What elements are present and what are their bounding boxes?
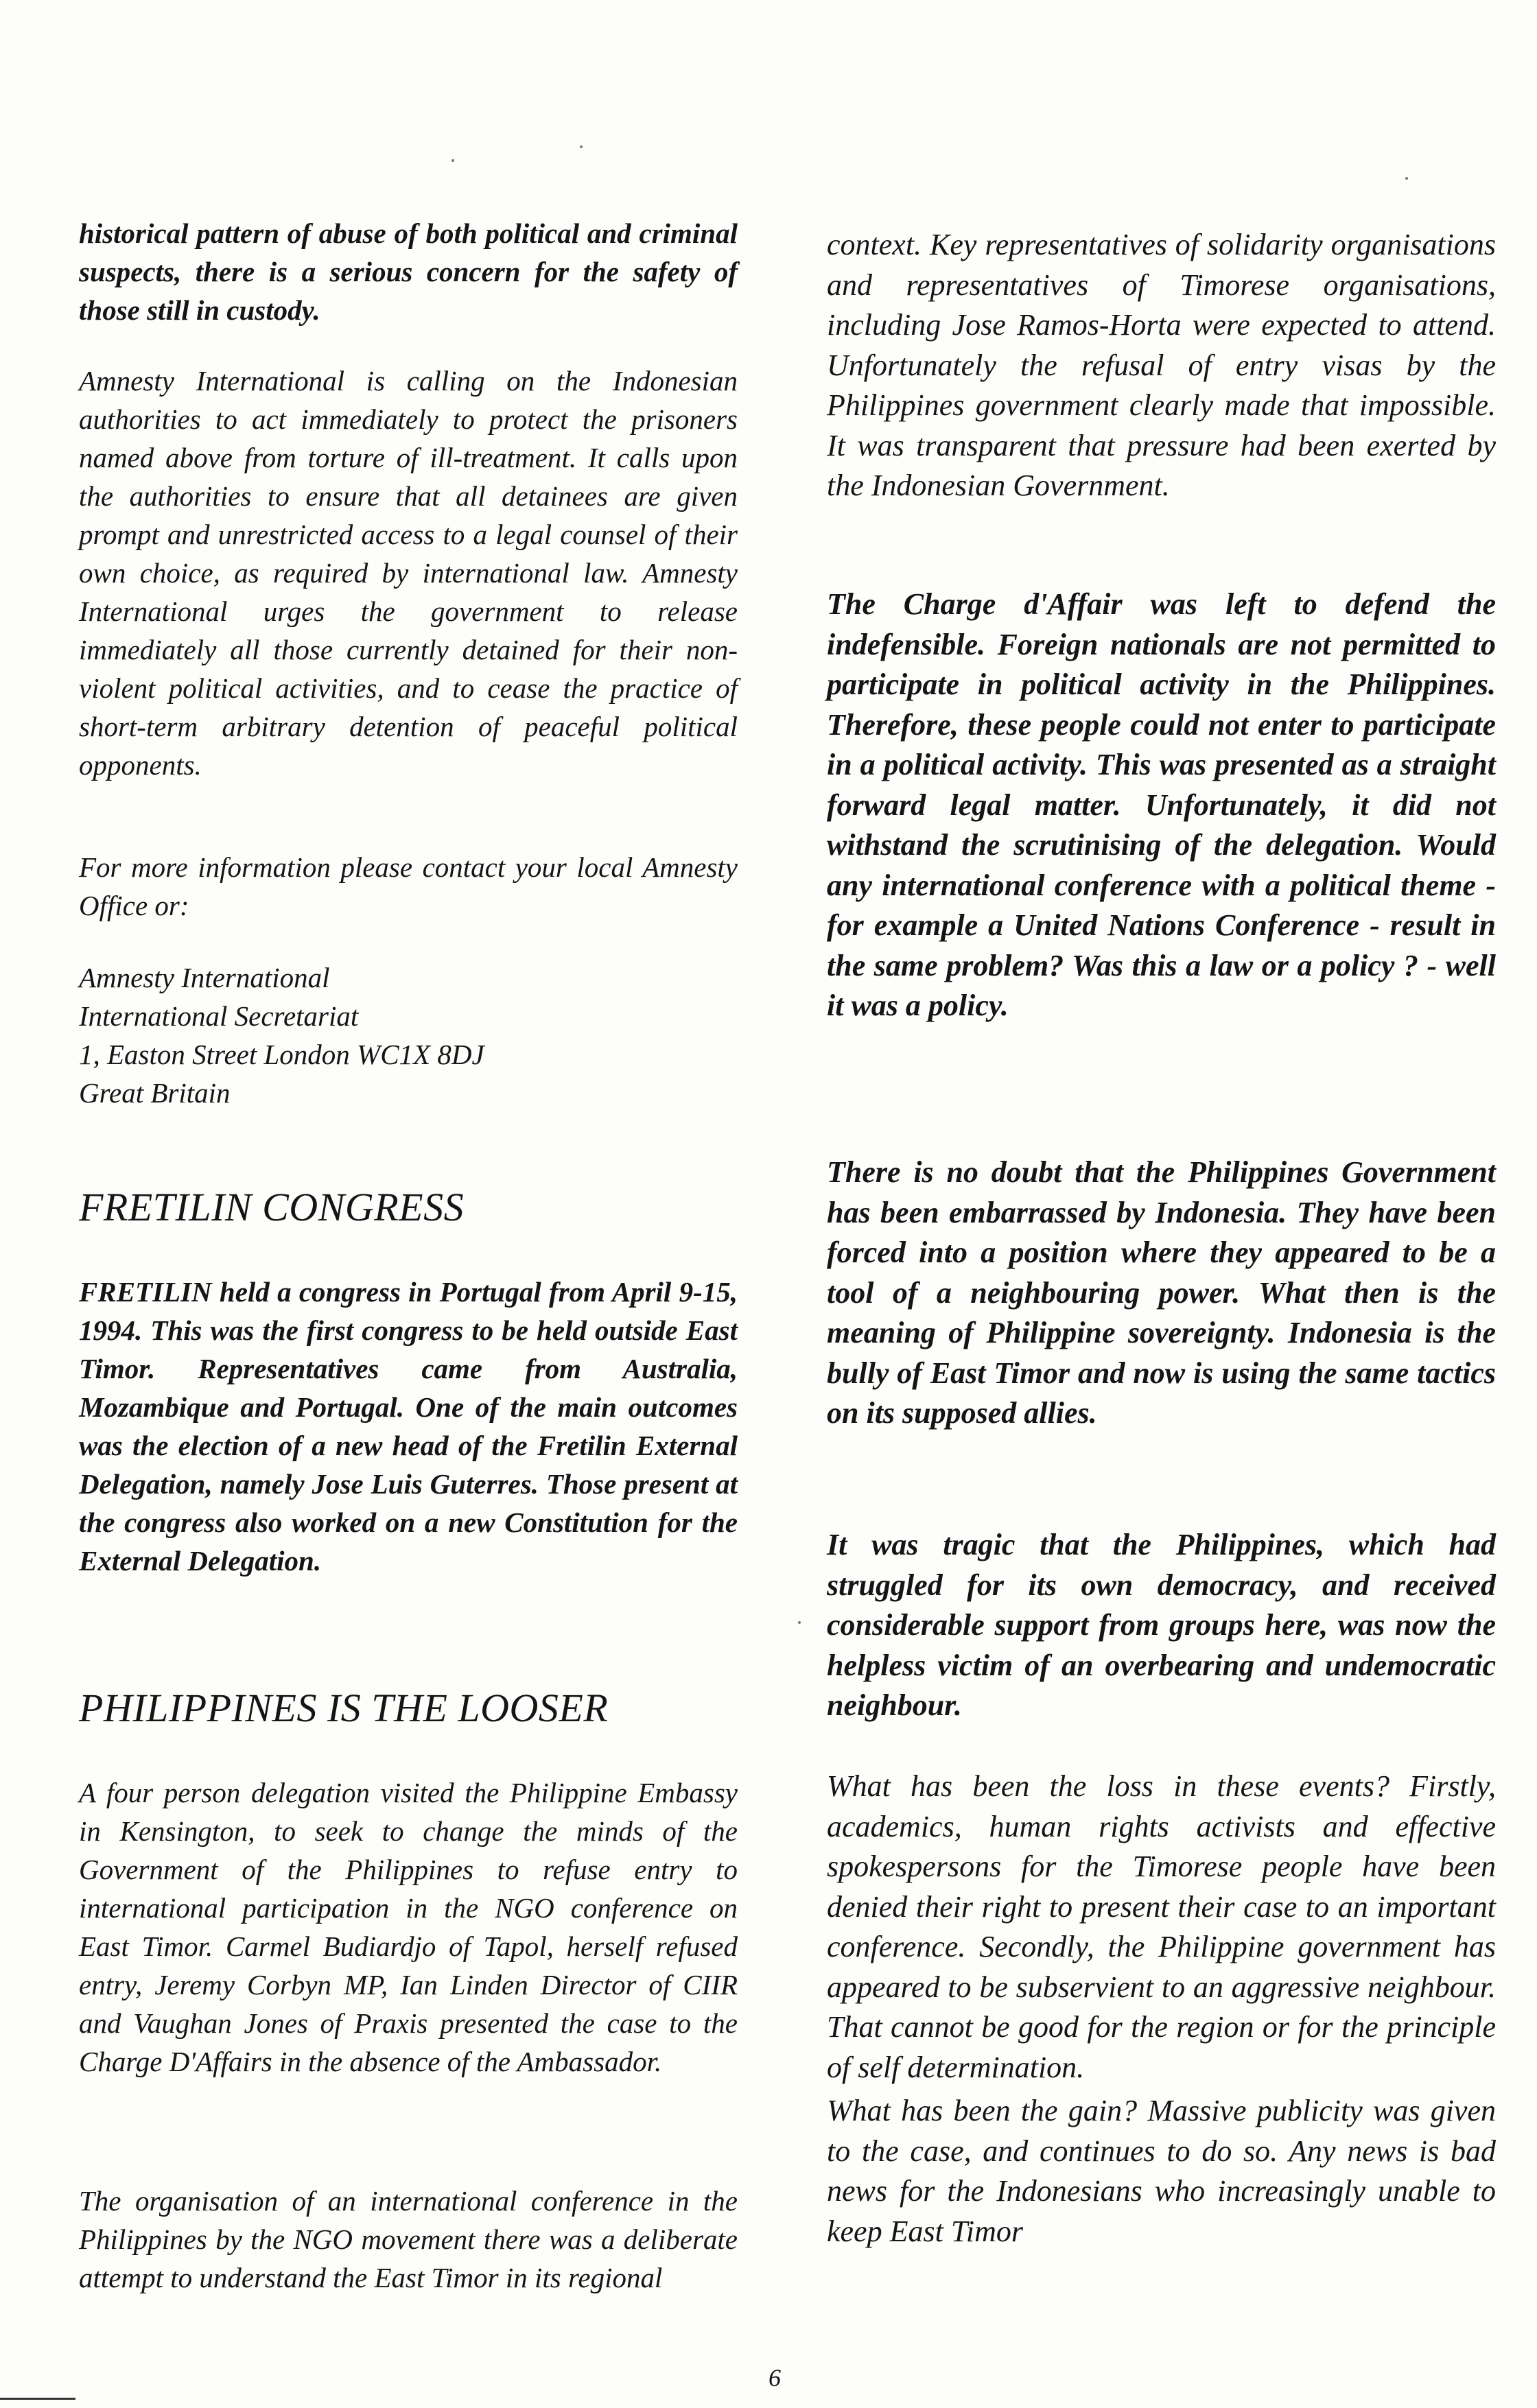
gain-paragraph: What has been the gain? Massive publicity was given to the case, and continues to do so. Any news is bad news for the Indonesians who increasingly unable to keep East Timor — [827, 2094, 1496, 2248]
fretilin-paragraph: FRETILIN held a congress in Portugal from April 9-15, 1994. This was the first congress to be held outside East Timor. Representatives came from Australia, Mozambique and Portugal. One of the main outcomes was the election of a new head of the Fretilin External Delegation, namely Jose Luis Guterres. Those present at the congress also worked on a new Constitution for the External Delegation. — [79, 1276, 738, 1577]
address-line: Great Britain — [79, 1077, 231, 1109]
delegation-paragraph: A four person delegation visited the Philippine Embassy in Kensington, to seek to change the minds of the Government of the Philippines to refuse entry to international participation in the NGO conference on East Timor. Carmel Budiardjo of Tapol, herself refused entry, Jeremy Corbyn MP, Ian Linden Director of CIIR and Vaughan Jones of Praxis presented the case to the Charge D'Affairs in the absence of the Ambassador. — [79, 1777, 738, 2077]
scan-speck — [580, 145, 583, 148]
charge-paragraph: The Charge d'Affair was left to defend the indefensible. Foreign nationals are not permitted to participate in political activity in the Philippines. Therefore, these people could not enter to participate in a political activity. This was presented as a straight forward legal matter. Unfortunately, it did not withstand the scrutinising of the delegation. Would any international conference with a political theme - for example a United Nations Conference - result in the same problem? Was this a law or a policy ? - well it was a policy. — [827, 587, 1496, 1022]
organisation-paragraph: The organisation of an international conference in the Philippines by the NGO movement there was a deliberate attempt to understand the East Timor in its regional — [79, 2185, 738, 2293]
scan-speck — [1405, 177, 1408, 180]
philippines-heading: PHILIPPINES IS THE LOOSER — [79, 1686, 609, 1730]
address-line: International Secretariat — [79, 1000, 359, 1032]
address-line: 1, Easton Street London WC1X 8DJ — [79, 1039, 484, 1070]
intro-paragraph: historical pattern of abuse of both political and criminal suspects, there is a serious concern for the safety of those still in custody. — [79, 217, 738, 326]
context-paragraph: context. Key representatives of solidarity organisations and representatives of Timorese organisations, including Jose Ramos-Horta were expected to attend. Unfortunately the refusal of entry visas by the Philippines government clearly made that impossible. It was transparent that pressure had been exerted by the Indonesian Government. — [827, 228, 1496, 502]
scan-edge-rule — [0, 2398, 75, 2400]
fretilin-heading: FRETILIN CONGRESS — [79, 1185, 465, 1229]
contact-intro: For more information please contact your local Amnesty Office or: — [79, 851, 738, 921]
amnesty-paragraph: Amnesty International is calling on the Indonesian authorities to act immediately to protect the prisoners named above from torture of ill-treatment. It calls upon the authorities to ensure that all detainees are given prompt and unrestricted access to a legal counsel of their own choice, as required by international law. Amnesty International urges the government to release immediately all those currently detained for their non-violent political activities, and to cease the practice of short-term arbitrary detention of peaceful political opponents. — [79, 365, 738, 781]
loss-paragraph: What has been the loss in these events? Firstly, academics, human rights activists and effective spokespersons for the Timorese people have been denied their right to present their case to an important conference. Secondly, the Philippine government has appeared to be subservient to an aggressive neighbour. That cannot be good for the region or for the principle of self determination. — [827, 1769, 1496, 2084]
scan-speck — [451, 159, 454, 162]
address-line: Amnesty International — [79, 962, 330, 993]
tragic-paragraph: It was tragic that the Philippines, which had struggled for its own democracy, and received considerable support from groups here, was now the helpless victim of an overbearing and undemocratic neighbour. — [827, 1528, 1496, 1722]
page-number: 6 — [768, 2364, 781, 2392]
scan-speck — [798, 1621, 801, 1624]
embarrassed-paragraph: There is no doubt that the Philippines Government has been embarrassed by Indonesia. They have been forced into a position where they appeared to be a tool of a neighbouring power. What then is the meaning of Philippine sovereignty. Indonesia is the bully of East Timor and now is using the same tactics on its supposed allies. — [827, 1155, 1496, 1430]
